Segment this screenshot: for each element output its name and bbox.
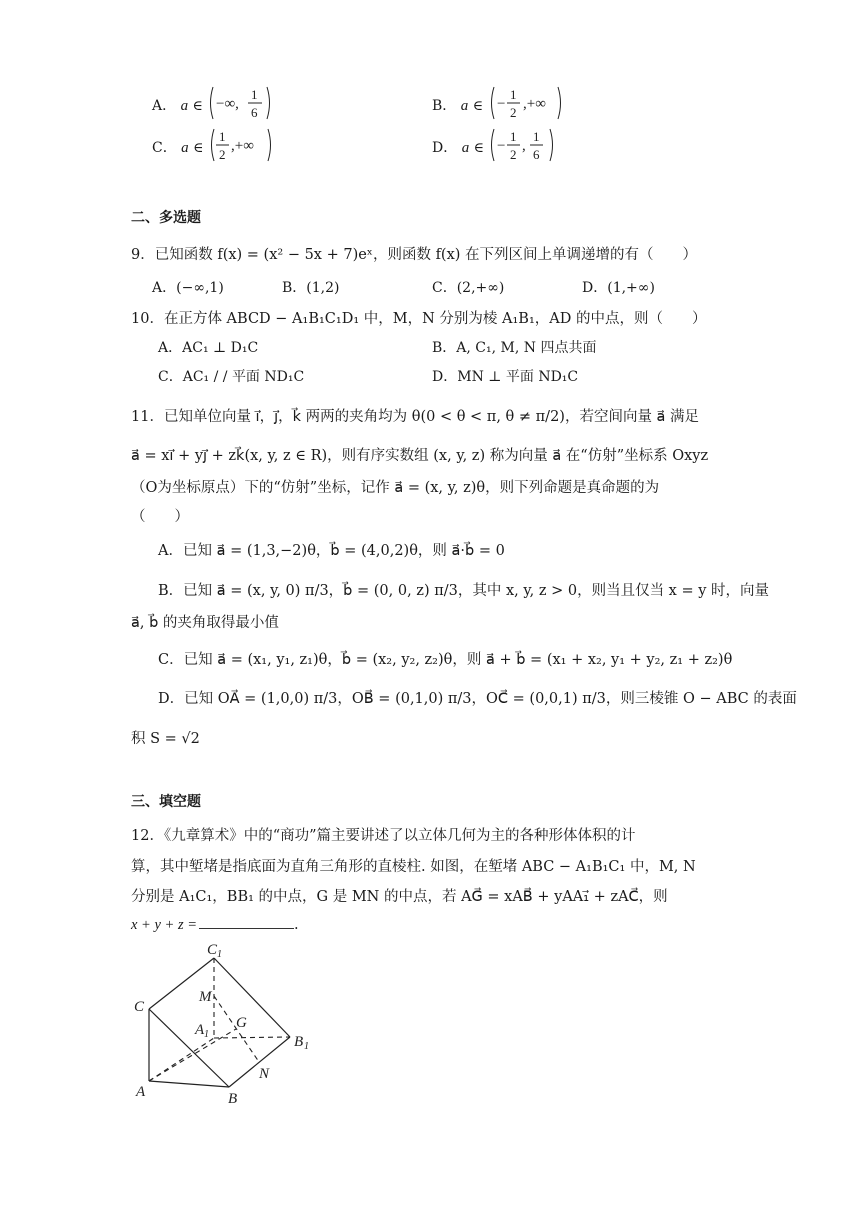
q11-option-d-line-1: D．已知 OA⃗ = (1,0,0) π/3，OB⃗ = (0,1,0) π/3，OC⃗ = (0,0,1) π/3，则三棱锥 O − ABC 的表面 bbox=[158, 691, 797, 707]
q8-option-b: B． a ∈ − 1 2 ,+∞ bbox=[432, 85, 568, 127]
svg-text:−∞,: −∞, bbox=[216, 96, 240, 112]
q11-line-3: （O为坐标原点）下的“仿射”坐标，记作 a⃗ = (x, y, z)θ，则下列命题是真命题的为 bbox=[131, 480, 660, 496]
label-b1: B bbox=[294, 1034, 304, 1050]
q9-option-a: A．(−∞,1) bbox=[152, 280, 224, 296]
q12-line-1: 12．《九章算术》中的“商功”篇主要讲述了以立体几何为主的各种形体体积的计 bbox=[131, 828, 636, 844]
section-title-multi-choice: 二、多选题 bbox=[131, 210, 201, 226]
svg-text:6: 6 bbox=[533, 147, 540, 162]
svg-text:2: 2 bbox=[218, 147, 226, 162]
q10-stem: 10．在正方体 ABCD − A₁B₁C₁D₁ 中，M，N 分别为棱 A₁B₁，AD 的中点，则（ ） bbox=[131, 311, 707, 327]
q10-option-d: D．MN ⊥ 平面 ND₁C bbox=[432, 369, 579, 385]
svg-text:2: 2 bbox=[510, 147, 517, 162]
answer-blank[interactable] bbox=[199, 914, 294, 929]
q10-option-b: B．A, C₁, M, N 四点共面 bbox=[432, 340, 597, 356]
svg-text:1: 1 bbox=[204, 1029, 209, 1040]
svg-text:1: 1 bbox=[509, 87, 517, 102]
svg-text:−: − bbox=[496, 96, 505, 112]
label-n: N bbox=[259, 1066, 270, 1082]
svg-text:1: 1 bbox=[533, 129, 540, 144]
q11-option-a: A．已知 a⃗ = (1,3,−2)θ，b⃗ = (4,0,2)θ，则 a⃗·b⃗ = 0 bbox=[158, 543, 505, 559]
label-a1: A bbox=[195, 1022, 205, 1038]
q11-option-d-line-2: 积 S = √2 bbox=[131, 731, 200, 747]
svg-text:,+∞: ,+∞ bbox=[522, 96, 546, 112]
q12-line-3: 分别是 A₁C₁，BB₁ 的中点，G 是 MN 的中点，若 AG⃗ = xAB⃗ + yAA₁⃗ + zAC⃗，则 bbox=[131, 889, 668, 905]
q11-option-b-line-2: a⃗, b⃗ 的夹角取得最小值 bbox=[131, 615, 279, 631]
label-c: C bbox=[134, 999, 145, 1015]
label-c1: C bbox=[207, 942, 218, 958]
label-a: A bbox=[136, 1084, 146, 1100]
svg-text:1: 1 bbox=[251, 87, 258, 102]
svg-text:1: 1 bbox=[510, 129, 517, 144]
q8-option-c-math bbox=[208, 127, 278, 169]
svg-text:−: − bbox=[497, 138, 506, 154]
q11-line-1: 11．已知单位向量 i⃗，j⃗，k⃗ 两两的夹角均为 θ(0 < θ < π, θ ≠ π/2)，若空间向量 a⃗ 满足 bbox=[131, 409, 700, 425]
q12-line-2: 算，其中堑堵是指底面为直角三角形的直棱柱. 如图，在堑堵 ABC − A₁B₁C₁ 中，M, N bbox=[131, 859, 696, 875]
prism-figure bbox=[128, 938, 328, 1108]
svg-text:2: 2 bbox=[509, 105, 517, 120]
svg-text:6: 6 bbox=[251, 105, 258, 120]
q8-option-a: A． a ∈ −∞, 1 6 bbox=[152, 85, 277, 127]
q11-option-c: C．已知 a⃗ = (x₁, y₁, z₁)θ，b⃗ = (x₂, y₂, z₂)θ，则 a⃗ + b⃗ = (x₁ + x₂, y₁ + y₂, z₁ + z₂)θ bbox=[158, 652, 733, 668]
q8-option-b-math bbox=[488, 85, 568, 127]
q9-option-c: C．(2,+∞) bbox=[432, 280, 505, 296]
q11-option-b-line-1: B．已知 a⃗ = (x, y, 0) π/3，b⃗ = (0, 0, z) π/3，其中 x, y, z > 0，则当且仅当 x = y 时，向量 bbox=[158, 583, 770, 599]
q10-option-a: A．AC₁ ⊥ D₁C bbox=[158, 340, 259, 356]
label-g: G bbox=[236, 1015, 247, 1031]
q10-option-c: C．AC₁ / / 平面 ND₁C bbox=[158, 369, 305, 385]
svg-text:1: 1 bbox=[304, 1041, 309, 1052]
q8-option-d-math bbox=[488, 127, 560, 169]
label-m: M bbox=[199, 989, 212, 1005]
q8-option-c: C． a ∈ 1 2 ,+∞ bbox=[152, 127, 278, 169]
q8-option-a-math bbox=[207, 85, 277, 127]
q8-option-d: D． a ∈ − 1 2 , 1 6 bbox=[432, 127, 560, 169]
section-title-fill-blank: 三、填空题 bbox=[131, 794, 201, 810]
q12-answer-line: x + y + z = . bbox=[131, 914, 299, 935]
q9-option-d: D．(1,+∞) bbox=[582, 280, 655, 296]
q9-option-b: B．(1,2) bbox=[282, 280, 340, 296]
q9-stem: 9．已知函数 f(x) = (x² − 5x + 7)eˣ，则函数 f(x) 在下列区间上单调递增的有（ ） bbox=[131, 247, 698, 263]
q11-line-4: （ ） bbox=[131, 509, 189, 525]
svg-text:,+∞: ,+∞ bbox=[230, 138, 254, 154]
q11-line-2: a⃗ = xi⃗ + yj⃗ + zk⃗(x, y, z ∈ R)，则有序实数组 (x, y, z) 称为向量 a⃗ 在“仿射”坐标系 Oxyz bbox=[131, 448, 709, 464]
label-b: B bbox=[228, 1091, 238, 1107]
svg-text:,: , bbox=[522, 138, 527, 154]
svg-text:1: 1 bbox=[218, 129, 226, 144]
svg-text:1: 1 bbox=[217, 949, 222, 960]
